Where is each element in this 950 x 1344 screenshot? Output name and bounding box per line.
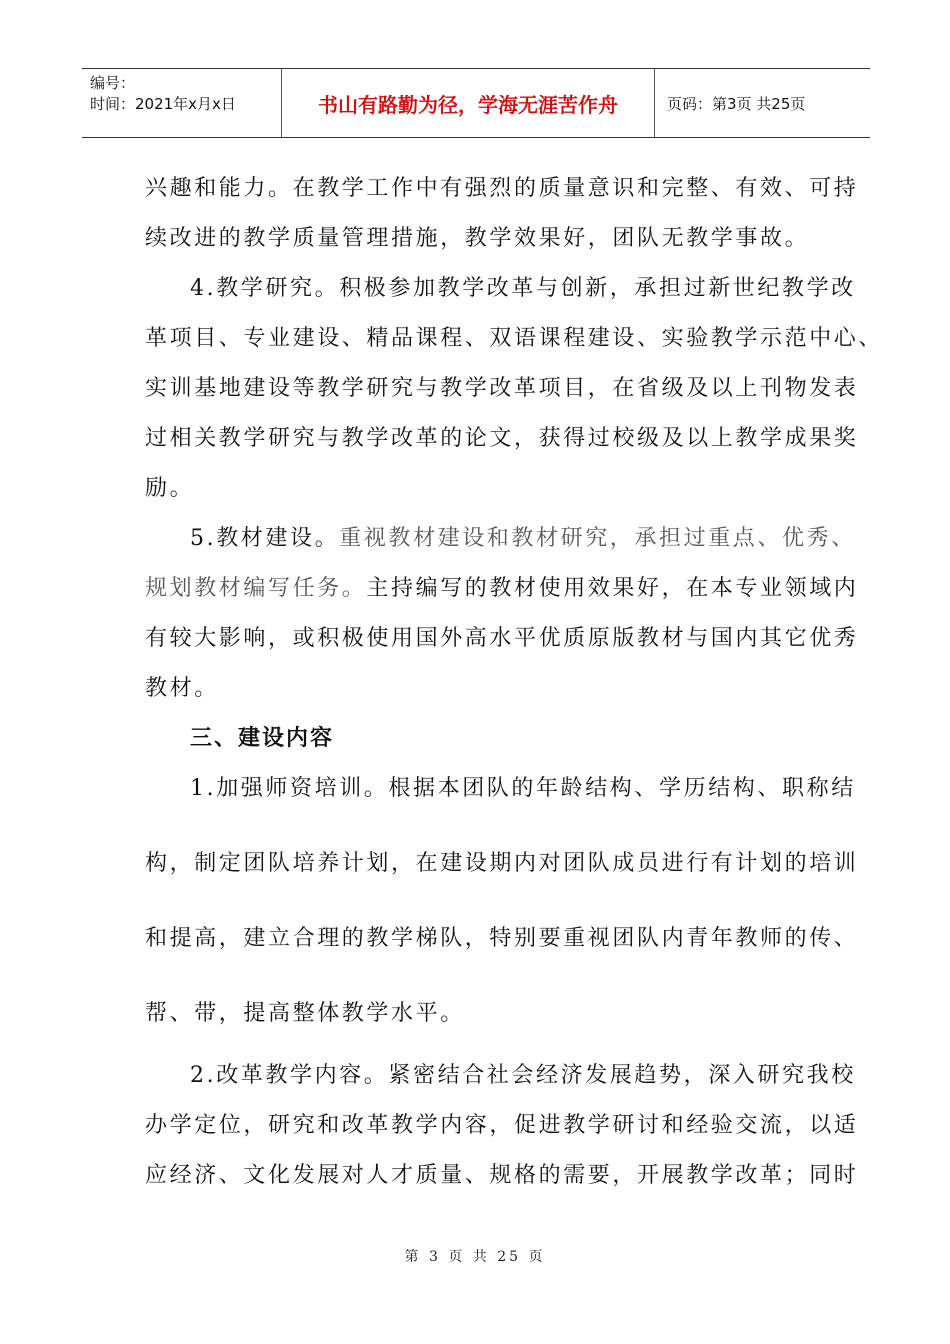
body-line: 过相关教学研究与教学改革的论文，获得过校级及以上教学成果奖 bbox=[145, 426, 859, 451]
body-line: 应经济、文化发展对人才质量、规格的需要，开展教学改革；同时 bbox=[145, 1163, 859, 1188]
header-meta bbox=[82, 69, 282, 137]
body-line bbox=[145, 571, 858, 602]
body-text: 规划教材编写任务。 bbox=[145, 576, 367, 601]
body-text: 主持编写的教材使用效果好，在本专业领域内 bbox=[366, 576, 859, 601]
body-line: 兴趣和能力。在教学工作中有强烈的质量意识和完整、有效、可持 bbox=[145, 176, 859, 201]
page-footer: 第 3 页 共 25 页 bbox=[404, 1249, 546, 1265]
body-line: 有较大影响，或积极使用国外高水平优质原版教材与国内其它优秀 bbox=[145, 626, 859, 651]
body-line: 1.加强师资培训。根据本团队的年龄结构、学历结构、职称结 bbox=[190, 776, 856, 801]
body-line: 实训基地建设等教学研究与教学改革项目，在省级及以上刊物发表 bbox=[145, 376, 859, 401]
body-line: 革项目、专业建设、精品课程、双语课程建设、实验教学示范中心、 bbox=[145, 326, 884, 351]
body-line: 4.教学研究。积极参加教学改革与创新，承担过新世纪教学改 bbox=[190, 276, 856, 301]
body-line: 励。 bbox=[145, 476, 195, 501]
body-line bbox=[190, 521, 856, 552]
page-header bbox=[82, 68, 870, 138]
section-heading-5: 5.教材建设。 bbox=[190, 526, 340, 551]
body-line: 教材。 bbox=[145, 676, 219, 701]
motto: 书山有路勤为径，学海无涯苦作舟 bbox=[282, 69, 655, 137]
body-line: 帮、带，提高整体教学水平。 bbox=[145, 1001, 465, 1026]
body-line: 续改进的教学质量管理措施，教学效果好，团队无教学事故。 bbox=[145, 226, 810, 251]
body-line: 构，制定团队培养计划，在建设期内对团队成员进行有计划的培训 bbox=[145, 851, 859, 876]
time-label: 时间：2021年x月x日 bbox=[90, 95, 236, 113]
body-line: 和提高，建立合理的教学梯队，特别要重视团队内青年教师的传、 bbox=[145, 926, 859, 951]
body-line: 2.改革教学内容。紧密结合社会经济发展趋势，深入研究我校 bbox=[190, 1063, 856, 1088]
body-text: 重视教材建设和教材研究，承担过重点、优秀、 bbox=[339, 526, 856, 551]
body-line: 办学定位，研究和改革教学内容，促进教学研讨和经验交流，以适 bbox=[145, 1113, 859, 1138]
page-info: 页码：第3页 共25页 bbox=[667, 94, 806, 113]
section-title: 三、建设内容 bbox=[190, 726, 335, 751]
number-label: 编号： bbox=[90, 74, 136, 92]
